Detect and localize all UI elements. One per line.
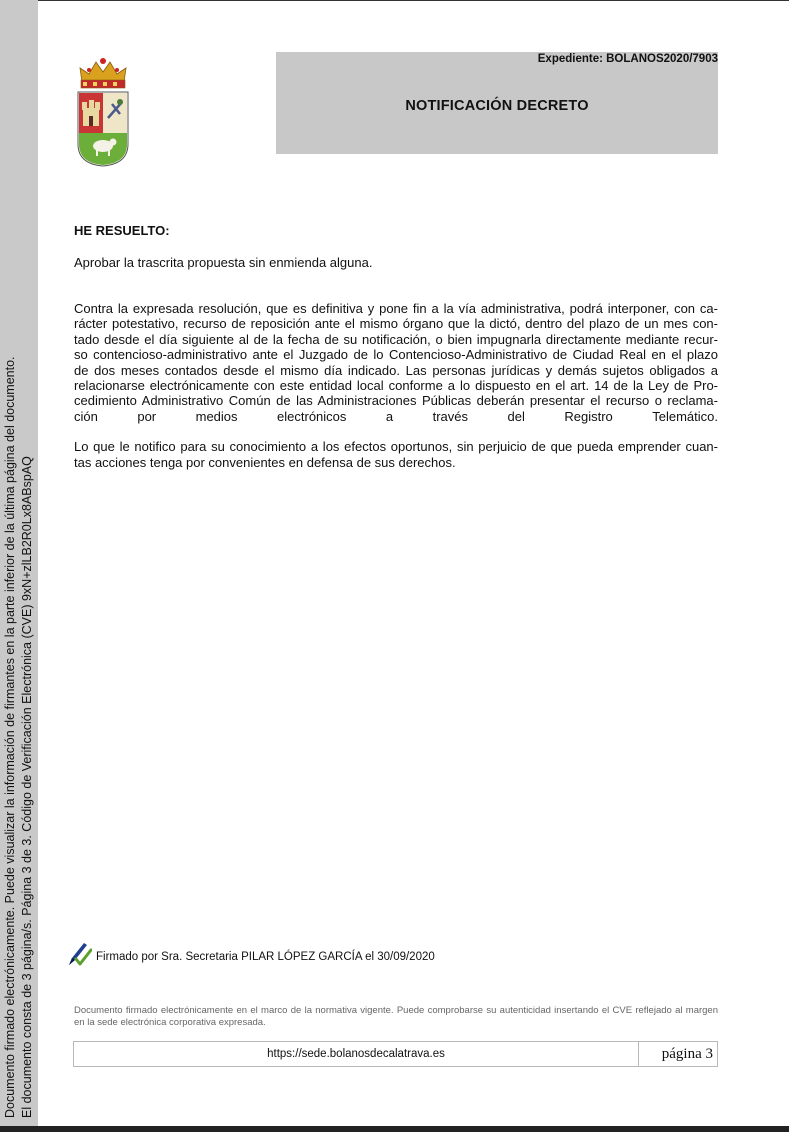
appeal-line: de dos meses contados desde el mismo día indicado. Las personas jurídicas y demás sujetos obligados a [74, 362, 718, 378]
top-rule [0, 0, 789, 1]
document-title: NOTIFICACIÓN DECRETO [405, 98, 589, 114]
page-number: página 3 [661, 1046, 713, 1062]
resolved-heading: HE RESUELTO: [74, 223, 170, 238]
footer-disclaimer: Documento firmado electrónicamente en el marco de la normativa vigente. Puede comprobarse su autenticidad insertando el CVE reflejado al margen en la sede electrónica corporativa expresada. [74, 1005, 718, 1028]
appeal-word: medios [195, 408, 238, 424]
pen-check-icon [66, 940, 92, 968]
appeal-line: Contra la expresada resolución, que es definitiva y pone fin a la vía administrativa, podrá interponer, con ca- [74, 301, 718, 316]
sede-url-link[interactable]: https://sede.bolanosdecalatrava.es [267, 1048, 445, 1060]
appeal-word: a [385, 408, 394, 424]
coat-of-arms-icon [74, 56, 132, 168]
footer-divider [638, 1042, 639, 1066]
appeal-word: por [137, 408, 157, 424]
body-text [74, 301, 718, 470]
appeal-line: tado desde el día siguiente al de la fecha de su notificación, o bien impugnarla directamente mediante recur- [74, 331, 718, 347]
side-note-line-1: Documento firmado electrónicamente. Puede visualizar la información de firmantes en la parte inferior de la última página del documento. [3, 356, 17, 1118]
appeal-line: rácter potestativo, recurso de reposición ante el mismo órgano que la dictó, dentro del plazo de un mes con- [74, 316, 718, 332]
footer-box [73, 1041, 718, 1067]
expediente-number: Expediente: BOLANOS2020/7903 [537, 53, 718, 65]
appeal-last-line [74, 409, 718, 424]
notify-line: tas acciones tenga por convenientes en defensa de sus derechos. [74, 454, 456, 470]
signature-block [66, 940, 435, 968]
side-note-line-2: El documento consta de 3 página/s. Página 3 de 3. Código de Verificación Electrónica (CVE) 9xN+zlLB2R0Lx8ABspAQ [20, 456, 34, 1118]
appeal-word: través [432, 408, 469, 424]
notify-line: Lo que le notifico para su conocimiento a los efectos oportunos, sin perjuicio de que pueda emprender cuan- [74, 439, 718, 455]
bottom-edge [0, 1126, 789, 1132]
appeal-word: Registro [564, 408, 613, 424]
side-verification-note [0, 288, 36, 1118]
header-box [276, 52, 718, 154]
appeal-word: ción [74, 408, 98, 424]
side-margin-strip [0, 0, 38, 1126]
appeal-line: cedimiento Administrativo Común de las Administraciones Públicas deberán presentar el recurso o reclama- [74, 393, 718, 409]
appeal-line: so contencioso-administrativo ante el Juzgado de lo Contencioso-Administrativo de Ciudad Real en el plazo [74, 347, 718, 363]
appeal-line: relacionarse electrónicamente con este entidad local conforme a lo dispuesto en el art. 14 de la Ley de Pro- [74, 377, 718, 393]
signature-text: Firmado por Sra. Secretaria PILAR LÓPEZ GARCÍA el 30/09/2020 [96, 951, 435, 963]
appeal-paragraph [74, 301, 718, 424]
appeal-word: Telemático. [652, 408, 718, 424]
notify-paragraph [74, 439, 718, 470]
approval-paragraph: Aprobar la trascrita propuesta sin enmienda alguna. [74, 255, 373, 270]
appeal-word: electrónicos [277, 408, 347, 424]
appeal-word: del [507, 408, 525, 424]
